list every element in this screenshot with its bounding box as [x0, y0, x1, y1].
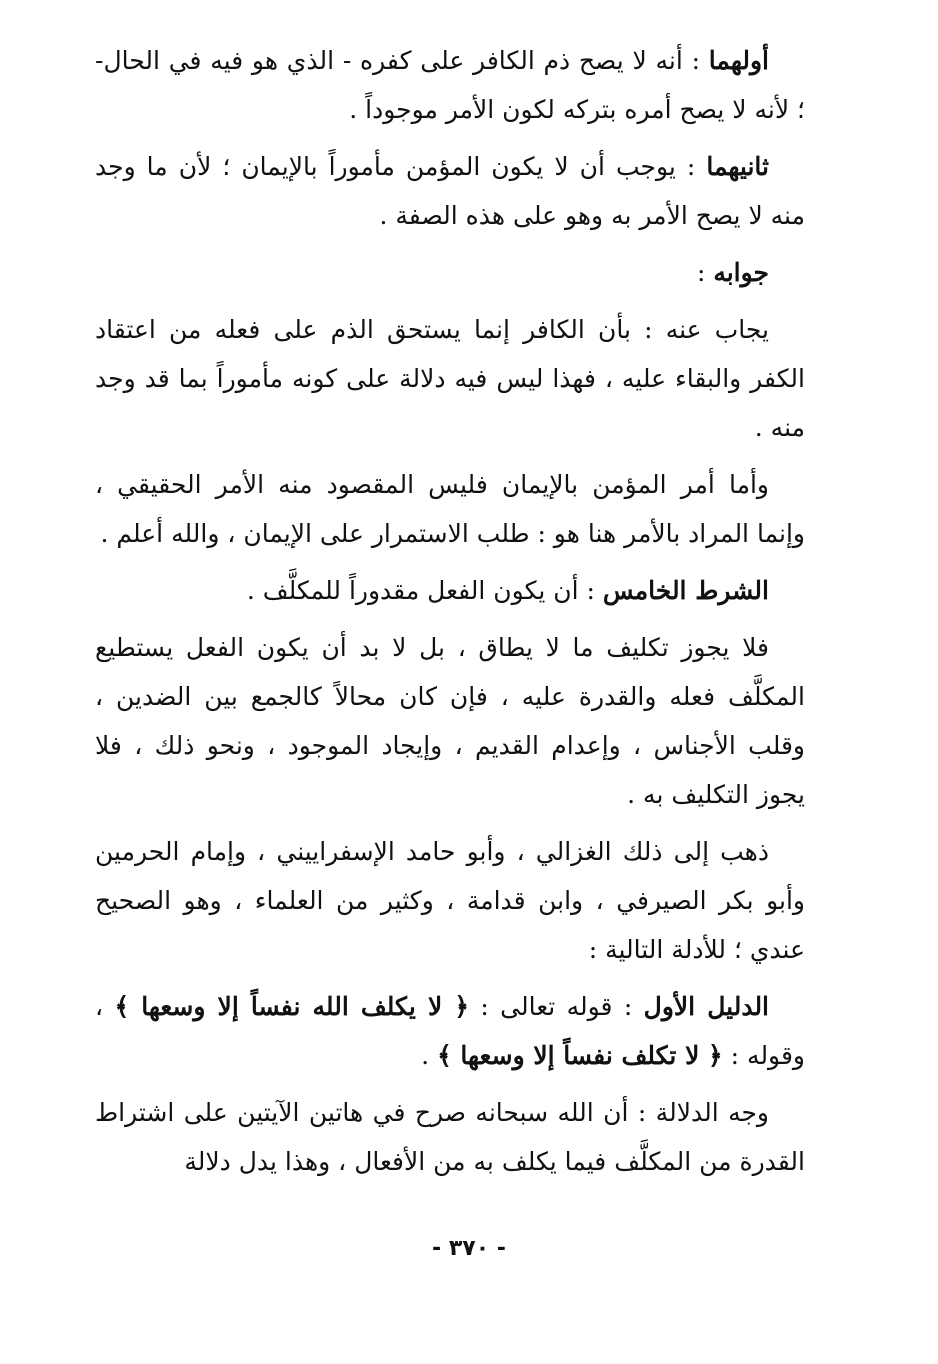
paragraph-lead: الدليل الأول: [643, 992, 770, 1021]
quran-verse: ﴿ لا يكلف الله نفساً إلا وسعها ﴾: [114, 992, 469, 1021]
paragraph-text: فلا يجوز تكليف ما لا يطاق ، بل لا بد أن يكون الفعل يستطيع المكلَّف فعله والقدرة عليه ، فإن كان محالاً كالجمع بين الضدين ، وقلب الأجناس ، وإعدام القديم ، وإيجاد الموجود ، ونحو ذلك ، فلا يجوز التكليف به .: [95, 633, 805, 809]
paragraph-lead: الشرط الخامس: [602, 576, 769, 605]
paragraph-evidence-explanation: [95, 1088, 805, 1186]
paragraph-lead: جوابه: [713, 258, 769, 287]
paragraph-text: ، وقوله :: [95, 992, 805, 1070]
answer-heading: [95, 248, 805, 297]
page-number: - ٣٧٠ -: [432, 1236, 506, 1261]
paragraph-text: : قوله تعالى :: [468, 992, 644, 1021]
paragraph-impossible-obligation: [95, 623, 805, 819]
quran-verse: ﴿ لا تكلف نفساً إلا وسعها ﴾: [437, 1041, 723, 1070]
paragraph-text: وجه الدلالة : أن الله سبحانه صرح في هاتين الآيتين على اشتراط القدرة من المكلَّف فيما يكلف به من الأفعال ، وهذا يدل دلالة: [95, 1098, 805, 1176]
paragraph-text: .: [421, 1041, 438, 1070]
paragraph-first-objection: [95, 36, 805, 134]
paragraph-text: وأما أمر المؤمن بالإيمان فليس المقصود منه الأمر الحقيقي ، وإنما المراد بالأمر هنا هو : طلب الاستمرار على الإيمان ، والله أعلم .: [95, 470, 805, 548]
paragraph-lead: ثانيهما: [706, 152, 769, 181]
page-body: [95, 36, 805, 1194]
paragraph-first-evidence: [95, 982, 805, 1080]
paragraph-text: : أن يكون الفعل مقدوراً للمكلَّف .: [246, 576, 603, 605]
paragraph-text: : أنه لا يصح ذم الكافر على كفره - الذي هو فيه في الحال- ؛ لأنه لا يصح أمره بتركه لكون الأمر موجوداً .: [95, 46, 805, 124]
paragraph-scholars: [95, 827, 805, 974]
fifth-condition-heading: [95, 566, 805, 615]
paragraph-believer-command: [95, 460, 805, 558]
paragraph-text: يجاب عنه : بأن الكافر إنما يستحق الذم على فعله من اعتقاد الكفر والبقاء عليه ، فهذا ليس فيه دلالة على كونه مأموراً بما قد وجد منه .: [95, 315, 805, 442]
paragraph-lead: أولهما: [708, 46, 769, 75]
paragraph-text: :: [696, 258, 714, 287]
paragraph-second-objection: [95, 142, 805, 240]
paragraph-text: ذهب إلى ذلك الغزالي ، وأبو حامد الإسفراييني ، وإمام الحرمين وأبو بكر الصيرفي ، وابن قدامة ، وكثير من العلماء ، وهو الصحيح عندي ؛ للأدلة التالية :: [95, 837, 805, 964]
paragraph-answer: [95, 305, 805, 452]
paragraph-text: : يوجب أن لا يكون المؤمن مأموراً بالإيمان ؛ لأن ما وجد منه لا يصح الأمر به وهو على هذه الصفة .: [95, 152, 805, 230]
